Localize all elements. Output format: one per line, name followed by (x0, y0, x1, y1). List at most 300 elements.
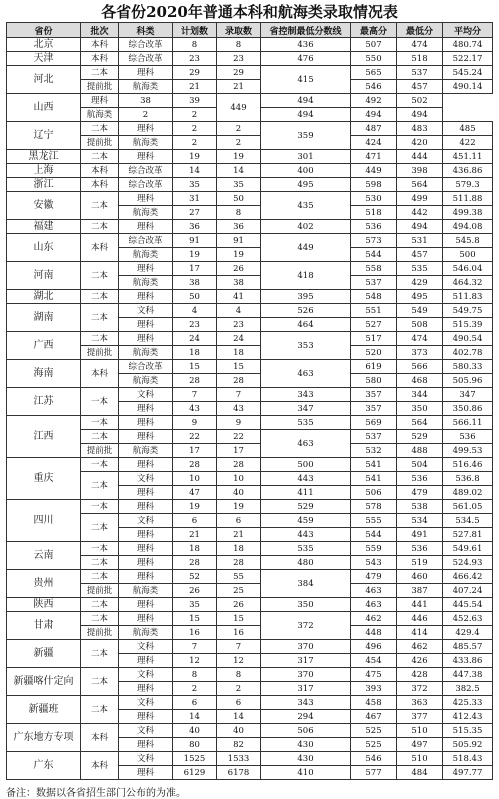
cell-max-score: 475 (351, 668, 397, 682)
cell-max-score: 578 (351, 500, 397, 514)
cell-max-score: 463 (351, 584, 397, 598)
cell-max-score: 577 (351, 766, 397, 780)
cell-avg-score: 466.42 (443, 570, 493, 584)
cell-avg-score: 382.5 (443, 682, 493, 696)
cell-plan: 2 (173, 682, 217, 696)
cell-min-control-line: 359 (261, 122, 351, 150)
table-row (7, 94, 493, 108)
cell-avg-score: 545.24 (443, 66, 493, 80)
cell-province: 天津 (7, 52, 81, 66)
cell-category: 综合改革 (119, 52, 173, 66)
cell-max-score: 536 (351, 220, 397, 234)
cell-max-score: 532 (351, 444, 397, 458)
cell-avg-score: 536.8 (443, 472, 493, 486)
cell-batch: 二本 (81, 192, 119, 220)
cell-batch: 提前批 (81, 346, 119, 360)
cell-min-score: 494 (397, 220, 443, 234)
cell-admitted: 15 (217, 360, 261, 374)
cell-category: 理科 (119, 486, 173, 500)
cell-max-score: 619 (351, 360, 397, 374)
cell-admitted: 91 (217, 234, 261, 248)
cell-min-score: 429 (397, 276, 443, 290)
cell-category: 航海类 (119, 248, 173, 262)
cell-batch: 二本 (81, 612, 119, 626)
cell-avg-score: 412.43 (443, 710, 493, 724)
cell-max-score: 573 (351, 234, 397, 248)
table-row (7, 178, 493, 192)
cell-admitted: 18 (217, 346, 261, 360)
cell-plan: 14 (173, 710, 217, 724)
cell-batch: 提前批 (81, 80, 119, 94)
cell-category: 文科 (119, 304, 173, 318)
cell-province: 河北 (7, 66, 81, 94)
header-batch: 批次 (81, 23, 119, 38)
table-row (7, 668, 493, 682)
cell-category: 理科 (119, 318, 173, 332)
cell-avg-score: 499.38 (443, 206, 493, 220)
header-avg-score: 平均分 (443, 23, 493, 38)
cell-max-score: 550 (351, 52, 397, 66)
cell-max-score: 537 (351, 276, 397, 290)
cell-min-control-line: 443 (261, 528, 351, 542)
cell-plan: 28 (173, 556, 217, 570)
cell-min-control-line: 443 (261, 472, 351, 486)
cell-max-score: 541 (351, 472, 397, 486)
cell-max-score: 544 (351, 528, 397, 542)
cell-min-score: 444 (397, 150, 443, 164)
cell-category: 航海类 (81, 108, 119, 122)
cell-category: 航海类 (119, 136, 173, 150)
cell-max-score: 558 (351, 262, 397, 276)
cell-avg-score: 505.96 (443, 374, 493, 388)
cell-plan: 80 (173, 738, 217, 752)
cell-category: 综合改革 (119, 38, 173, 52)
cell-category: 文科 (119, 514, 173, 528)
cell-min-score: 377 (397, 710, 443, 724)
cell-category: 文科 (119, 388, 173, 402)
cell-avg-score: 497.77 (443, 766, 493, 780)
cell-max-score: 525 (351, 738, 397, 752)
cell-batch: 二本 (81, 430, 119, 444)
cell-admitted: 14 (217, 710, 261, 724)
cell-province: 海南 (7, 360, 81, 388)
cell-plan: 28 (173, 374, 217, 388)
table-row (7, 192, 493, 206)
cell-min-score: 531 (397, 234, 443, 248)
header-plan: 计划数 (173, 23, 217, 38)
cell-admitted: 82 (217, 738, 261, 752)
cell-max-score: 543 (351, 556, 397, 570)
cell-max-score: 462 (351, 612, 397, 626)
cell-avg-score: 511.83 (443, 290, 493, 304)
cell-max-score: 494 (261, 108, 351, 122)
cell-batch: 本科 (81, 164, 119, 178)
cell-admitted: 8 (217, 38, 261, 52)
cell-avg-score: 505.92 (443, 738, 493, 752)
cell-max-score: 551 (351, 304, 397, 318)
cell-category: 文科 (119, 696, 173, 710)
cell-plan: 2 (119, 108, 173, 122)
cell-min-control-line: 464 (261, 318, 351, 332)
cell-batch: 二本 (81, 668, 119, 696)
cell-category: 理科 (119, 430, 173, 444)
cell-min-control-line: 495 (261, 178, 351, 192)
cell-admitted: 26 (217, 262, 261, 276)
table-row (7, 360, 493, 374)
cell-batch: 一本 (81, 500, 119, 514)
cell-category: 航海类 (119, 276, 173, 290)
cell-min-score: 372 (397, 682, 443, 696)
cell-min-control-line: 476 (261, 52, 351, 66)
page-title: 各省份2020年普通本科和航海类录取情况表 (101, 3, 398, 21)
cell-min-score: 564 (397, 178, 443, 192)
cell-plan: 18 (173, 542, 217, 556)
cell-admitted: 10 (217, 472, 261, 486)
cell-province: 湖北 (7, 290, 81, 304)
cell-min-control-line: 317 (261, 682, 351, 696)
table-row (7, 542, 493, 556)
cell-min-score: 534 (397, 514, 443, 528)
cell-min-score: 363 (397, 696, 443, 710)
cell-plan: 23 (173, 318, 217, 332)
cell-avg-score: 522.17 (443, 52, 493, 66)
cell-plan: 15 (173, 360, 217, 374)
cell-min-control-line: 449 (217, 94, 261, 122)
cell-plan: 43 (173, 402, 217, 416)
cell-category: 理科 (119, 542, 173, 556)
cell-category: 航海类 (119, 346, 173, 360)
cell-plan: 27 (173, 206, 217, 220)
table-row (7, 52, 493, 66)
cell-category: 理科 (119, 766, 173, 780)
cell-category: 理科 (81, 94, 119, 108)
cell-avg-score: 490.14 (443, 80, 493, 94)
cell-category: 航海类 (119, 80, 173, 94)
cell-category: 理科 (119, 66, 173, 80)
cell-max-score: 527 (351, 318, 397, 332)
cell-category: 理科 (119, 738, 173, 752)
header-admitted: 录取数 (217, 23, 261, 38)
cell-batch: 本科 (81, 178, 119, 192)
cell-category: 理科 (119, 122, 173, 136)
cell-admitted: 8 (217, 668, 261, 682)
cell-plan: 2 (173, 122, 217, 136)
cell-province: 陕西 (7, 598, 81, 612)
cell-min-score: 420 (397, 136, 443, 150)
cell-category: 理科 (119, 598, 173, 612)
cell-plan: 4 (173, 304, 217, 318)
cell-min-score: 518 (397, 52, 443, 66)
cell-min-control-line: 506 (261, 724, 351, 738)
cell-avg-score: 536 (443, 430, 493, 444)
cell-avg-score: 511.88 (443, 192, 493, 206)
cell-plan: 10 (173, 472, 217, 486)
cell-category: 理科 (119, 416, 173, 430)
cell-category: 理科 (119, 458, 173, 472)
cell-admitted: 1533 (217, 752, 261, 766)
cell-plan: 29 (173, 66, 217, 80)
cell-province: 江苏 (7, 388, 81, 416)
cell-min-control-line: 480 (261, 556, 351, 570)
cell-min-control-line: 350 (261, 598, 351, 612)
table-header-row (7, 23, 493, 38)
cell-min-score: 491 (397, 528, 443, 542)
cell-admitted: 16 (217, 626, 261, 640)
cell-plan: 19 (173, 150, 217, 164)
cell-admitted: 23 (217, 52, 261, 66)
cell-admitted: 6 (217, 696, 261, 710)
cell-min-score: 519 (397, 556, 443, 570)
table-row (7, 164, 493, 178)
cell-min-score: 537 (397, 66, 443, 80)
cell-min-score: 497 (397, 738, 443, 752)
cell-plan: 8 (173, 38, 217, 52)
cell-avg-score: 580.33 (443, 360, 493, 374)
table-row (7, 612, 493, 626)
table-row (7, 66, 493, 80)
cell-province: 广西 (7, 332, 81, 360)
cell-province: 新疆 (7, 640, 81, 668)
cell-max-score: 580 (351, 374, 397, 388)
cell-min-score: 508 (397, 318, 443, 332)
cell-min-control-line: 463 (261, 430, 351, 458)
cell-admitted: 38 (217, 276, 261, 290)
cell-plan: 40 (173, 724, 217, 738)
table-row (7, 752, 493, 766)
cell-avg-score: 407.24 (443, 584, 493, 598)
cell-category: 文科 (119, 752, 173, 766)
cell-category: 综合改革 (119, 178, 173, 192)
cell-category: 理科 (119, 220, 173, 234)
table-row (7, 724, 493, 738)
cell-max-score: 565 (351, 66, 397, 80)
cell-province: 江西 (7, 416, 81, 458)
cell-min-control-line: 395 (261, 290, 351, 304)
cell-plan: 14 (173, 164, 217, 178)
cell-admitted: 2 (173, 108, 217, 122)
cell-min-control-line: 500 (261, 458, 351, 472)
cell-max-score: 458 (351, 696, 397, 710)
cell-province: 上海 (7, 164, 81, 178)
cell-batch: 二本 (81, 556, 119, 570)
cell-min-control-line: 435 (261, 192, 351, 220)
cell-batch: 本科 (81, 38, 119, 52)
cell-max-score: 559 (351, 542, 397, 556)
cell-avg-score: 566.11 (443, 416, 493, 430)
cell-admitted: 39 (173, 94, 217, 108)
cell-max-score: 479 (351, 570, 397, 584)
cell-batch: 二本 (81, 598, 119, 612)
cell-category: 航海类 (119, 626, 173, 640)
cell-plan: 6129 (173, 766, 217, 780)
cell-min-control-line: 436 (261, 38, 351, 52)
cell-max-score: 518 (351, 206, 397, 220)
cell-category: 文科 (119, 724, 173, 738)
cell-avg-score: 350.86 (443, 402, 493, 416)
cell-batch: 二本 (81, 304, 119, 332)
cell-category: 综合改革 (119, 360, 173, 374)
cell-category: 文科 (119, 668, 173, 682)
cell-max-score: 541 (351, 458, 397, 472)
cell-category: 理科 (119, 654, 173, 668)
cell-avg-score: 402.78 (443, 346, 493, 360)
cell-admitted: 17 (217, 444, 261, 458)
cell-max-score: 555 (351, 514, 397, 528)
cell-avg-score: 436.86 (443, 164, 493, 178)
table-row (7, 458, 493, 472)
cell-batch: 二本 (81, 262, 119, 290)
cell-admitted: 19 (217, 150, 261, 164)
cell-max-score: 467 (351, 710, 397, 724)
cell-province: 湖南 (7, 304, 81, 332)
cell-avg-score: 422 (443, 136, 493, 150)
cell-min-control-line: 317 (261, 654, 351, 668)
cell-min-control-line: 384 (261, 570, 351, 598)
cell-avg-score: 549.61 (443, 542, 493, 556)
header-province: 省份 (7, 23, 81, 38)
cell-avg-score: 433.86 (443, 654, 493, 668)
cell-min-control-line: 430 (261, 752, 351, 766)
cell-avg-score: 518.43 (443, 752, 493, 766)
cell-batch: 二本 (81, 220, 119, 234)
cell-min-score: 538 (397, 500, 443, 514)
table-row (7, 150, 493, 164)
cell-batch: 提前批 (81, 584, 119, 598)
cell-min-control-line: 411 (261, 486, 351, 500)
cell-plan: 22 (173, 430, 217, 444)
cell-min-control-line: 400 (261, 164, 351, 178)
cell-province: 贵州 (7, 570, 81, 598)
cell-min-score: 387 (397, 584, 443, 598)
cell-plan: 23 (173, 52, 217, 66)
cell-min-score: 536 (397, 542, 443, 556)
cell-admitted: 4 (217, 304, 261, 318)
cell-plan: 2 (173, 136, 217, 150)
cell-admitted: 21 (217, 80, 261, 94)
cell-max-score: 357 (351, 402, 397, 416)
cell-plan: 17 (173, 262, 217, 276)
cell-plan: 91 (173, 234, 217, 248)
cell-batch: 二本 (81, 150, 119, 164)
cell-plan: 19 (173, 248, 217, 262)
cell-min-control-line: 353 (261, 332, 351, 360)
table-row (7, 640, 493, 654)
cell-category: 航海类 (119, 206, 173, 220)
cell-avg-score: 500 (443, 248, 493, 262)
cell-max-score: 520 (351, 346, 397, 360)
cell-avg-score: 485.57 (443, 640, 493, 654)
cell-plan: 52 (173, 570, 217, 584)
cell-admitted: 41 (217, 290, 261, 304)
cell-admitted: 21 (217, 528, 261, 542)
cell-max-score: 454 (351, 654, 397, 668)
cell-avg-score: 524.93 (443, 556, 493, 570)
cell-province: 广东 (7, 752, 81, 780)
cell-category: 理科 (119, 556, 173, 570)
cell-province: 山西 (7, 94, 81, 122)
cell-min-control-line: 463 (261, 360, 351, 388)
cell-avg-score: 515.35 (443, 724, 493, 738)
cell-max-score: 507 (351, 38, 397, 52)
table-row (7, 220, 493, 234)
cell-admitted: 9 (217, 416, 261, 430)
cell-min-score: 474 (397, 38, 443, 52)
cell-max-score: 471 (351, 150, 397, 164)
table-row (7, 262, 493, 276)
cell-avg-score: 502 (397, 94, 443, 108)
cell-admitted: 7 (217, 388, 261, 402)
cell-avg-score: 489.02 (443, 486, 493, 500)
cell-category: 航海类 (119, 444, 173, 458)
cell-max-score: 530 (351, 192, 397, 206)
cell-avg-score: 534.5 (443, 514, 493, 528)
cell-batch: 二本 (81, 640, 119, 668)
cell-admitted: 23 (217, 318, 261, 332)
cell-province: 新疆喀什定向 (7, 668, 81, 696)
cell-avg-score: 490.54 (443, 332, 493, 346)
cell-min-score: 484 (397, 766, 443, 780)
cell-plan: 50 (173, 290, 217, 304)
cell-min-score: 510 (397, 724, 443, 738)
cell-plan: 38 (119, 94, 173, 108)
cell-admitted: 40 (217, 724, 261, 738)
cell-batch: 二本 (81, 472, 119, 500)
cell-batch: 提前批 (81, 136, 119, 150)
cell-avg-score: 494 (397, 108, 443, 122)
cell-province: 辽宁 (7, 122, 81, 150)
cell-max-score: 494 (261, 94, 351, 108)
cell-min-score: 483 (397, 122, 443, 136)
cell-province: 河南 (7, 262, 81, 290)
cell-max-score: 525 (351, 724, 397, 738)
cell-batch: 二本 (81, 122, 119, 136)
cell-min-score: 549 (397, 304, 443, 318)
cell-avg-score: 447.38 (443, 668, 493, 682)
cell-category: 综合改革 (119, 234, 173, 248)
cell-admitted: 2 (217, 136, 261, 150)
cell-province: 北京 (7, 38, 81, 52)
cell-batch: 二本 (81, 514, 119, 542)
cell-admitted: 12 (217, 654, 261, 668)
header-category: 科类 (119, 23, 173, 38)
cell-max-score: 463 (351, 598, 397, 612)
cell-admitted: 18 (217, 542, 261, 556)
cell-province: 重庆 (7, 458, 81, 500)
cell-province: 山东 (7, 234, 81, 262)
cell-avg-score: 561.05 (443, 500, 493, 514)
cell-min-control-line: 535 (261, 416, 351, 430)
cell-batch: 本科 (81, 52, 119, 66)
cell-batch: 提前批 (81, 444, 119, 458)
cell-admitted: 28 (217, 556, 261, 570)
cell-min-control-line: 526 (261, 304, 351, 318)
cell-avg-score: 579.3 (443, 178, 493, 192)
cell-max-score: 424 (351, 136, 397, 150)
cell-category: 理科 (119, 150, 173, 164)
cell-category: 理科 (119, 570, 173, 584)
cell-min-score: 344 (397, 388, 443, 402)
cell-avg-score: 515.39 (443, 318, 493, 332)
cell-plan: 28 (173, 458, 217, 472)
header-min-control-line: 省控制最低分数线 (261, 23, 351, 38)
cell-batch: 一本 (81, 542, 119, 556)
cell-min-score: 499 (397, 192, 443, 206)
cell-plan: 21 (173, 528, 217, 542)
cell-batch: 一本 (81, 416, 119, 430)
table-row (7, 234, 493, 248)
cell-admitted: 14 (217, 164, 261, 178)
cell-admitted: 40 (217, 486, 261, 500)
